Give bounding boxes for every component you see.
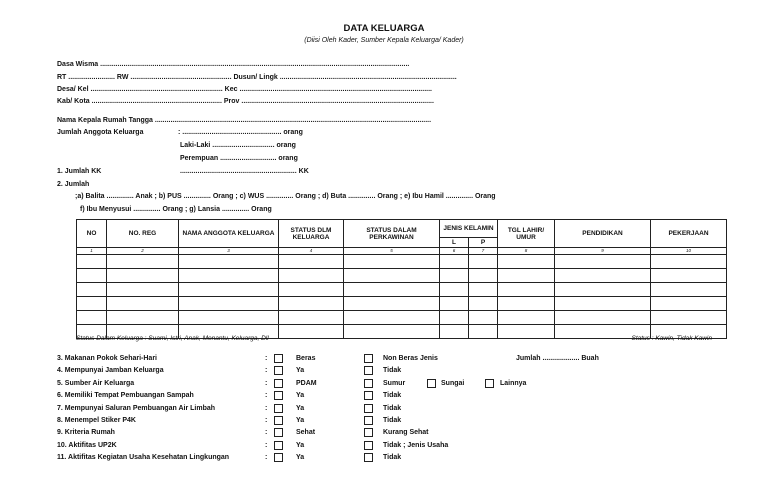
option-checkbox[interactable] (274, 441, 283, 450)
option-label: Ya (296, 392, 305, 399)
option-checkbox[interactable] (364, 366, 373, 375)
option-checkbox[interactable] (364, 354, 373, 363)
question-colon: : (265, 405, 268, 412)
table-row[interactable] (77, 283, 727, 297)
option-label: Beras (296, 355, 316, 362)
header-no-reg: NO. REG (107, 220, 179, 248)
question-colon: : (265, 417, 268, 424)
jumlah-kk-label: 1. Jumlah KK (57, 168, 102, 175)
column-number: 7 (469, 248, 498, 255)
jumlah-line-2: f) Ibu Menyusui .............. Orang ; g) Lansia .............. Orang (80, 206, 272, 213)
jumlah-field: Jumlah ................... Buah (516, 355, 599, 362)
column-number: 4 (279, 248, 344, 255)
option-label: Kurang Sehat (383, 429, 429, 436)
jumlah-kk-value: ............................................................ KK (180, 168, 309, 175)
header-p: P (469, 238, 498, 248)
nama-kepala-field: Nama Kepala Rumah Tangga .............................................................................................................................................. (57, 117, 432, 124)
header-tgl-lahir: TGL LAHIR/ UMUR (498, 220, 555, 248)
option-checkbox[interactable] (274, 404, 283, 413)
question-label: 11. Aktifitas Kegiatan Usaha Kesehatan Lingkungan (57, 454, 230, 461)
header-no: NO (77, 220, 107, 248)
option-label: Tidak (383, 405, 402, 412)
option-checkbox[interactable] (274, 379, 283, 388)
option-label: Ya (296, 367, 305, 374)
option-label: Tidak (383, 454, 402, 461)
header-l: L (440, 238, 469, 248)
option-checkbox[interactable] (274, 453, 283, 462)
option-checkbox[interactable] (364, 379, 373, 388)
option-checkbox[interactable] (274, 354, 283, 363)
question-colon: : (265, 392, 268, 399)
table-row[interactable] (77, 255, 727, 269)
question-colon: : (265, 454, 268, 461)
question-label: 4. Mempunyai Jamban Keluarga (57, 367, 164, 374)
column-number: 6 (440, 248, 469, 255)
family-members-table (76, 219, 727, 339)
option-label: Tidak (383, 417, 402, 424)
question-colon: : (265, 442, 268, 449)
option-checkbox[interactable] (274, 416, 283, 425)
question-colon: : (265, 355, 268, 362)
page-subtitle: (Diisi Oleh Kader, Sumber Kepala Keluarga/ Kader) (304, 37, 464, 44)
dasa-wisma-field: Dasa Wisma ............................................................................................................................................................... (57, 61, 410, 68)
option-checkbox[interactable] (364, 441, 373, 450)
question-label: 7. Mempunyai Saluran Pembuangan Air Limbah (57, 405, 216, 412)
question-label: 6. Memiliki Tempat Pembuangan Sampah (57, 392, 194, 399)
option-label: PDAM (296, 380, 317, 387)
option-label: Tidak (383, 392, 402, 399)
laki-laki-field: Laki-Laki ................................ orang (180, 142, 296, 149)
option-checkbox[interactable] (274, 428, 283, 437)
option-label: Non Beras Jenis (383, 355, 438, 362)
header-jenis-kelamin: JENIS KELAMIN (440, 220, 498, 238)
header-nama: NAMA ANGGOTA KELUARGA (179, 220, 279, 248)
option-checkbox[interactable] (485, 379, 494, 388)
column-number: 1 (77, 248, 107, 255)
option-label: Ya (296, 417, 305, 424)
jumlah-anggota-label: Jumlah Anggota Keluarga (57, 129, 144, 136)
option-label: Sumur (383, 380, 406, 387)
header-status-dlm: STATUS DLM KELUARGA (279, 220, 344, 248)
kab-prov-field: Kab/ Kota ................................................................... Prov ................................................................................................... (57, 98, 434, 105)
option-checkbox[interactable] (364, 416, 373, 425)
table-row[interactable] (77, 311, 727, 325)
option-label: Sungai (441, 380, 465, 387)
jumlah-anggota-value: : ................................................... orang (178, 129, 303, 136)
table-note-left: Status Dalam Keluarga : Suami, Istri, Anak, Menantu, Keluarga, Dll (76, 335, 269, 342)
option-checkbox[interactable] (364, 391, 373, 400)
column-number-row (77, 248, 727, 255)
header-status-kawin: STATUS DALAM PERKAWINAN (344, 220, 440, 248)
column-number: 10 (651, 248, 727, 255)
header-pekerjaan: PEKERJAAN (651, 220, 727, 248)
option-label: Ya (296, 454, 305, 461)
desa-kec-field: Desa/ Kel .................................................................... Kec ................................................................................................... (57, 86, 432, 93)
option-checkbox[interactable] (364, 453, 373, 462)
question-label: 9. Kriteria Rumah (57, 429, 115, 436)
column-number: 5 (344, 248, 440, 255)
option-checkbox[interactable] (427, 379, 436, 388)
option-label: Sehat (296, 429, 316, 436)
table-note-right: Status : Kawin, Tidak Kawin (631, 335, 712, 342)
table-row[interactable] (77, 269, 727, 283)
question-label: 3. Makanan Pokok Sehari-Hari (57, 355, 157, 362)
column-number: 2 (107, 248, 179, 255)
option-label: Ya (296, 442, 305, 449)
option-label: Lainnya (500, 380, 527, 387)
option-checkbox[interactable] (274, 366, 283, 375)
question-colon: : (265, 380, 268, 387)
page-title: DATA KELUARGA (343, 23, 425, 34)
option-checkbox[interactable] (364, 404, 373, 413)
question-label: 8. Menempel Stiker P4K (57, 417, 136, 424)
option-checkbox[interactable] (274, 391, 283, 400)
question-label: 10. Aktifitas UP2K (57, 442, 117, 449)
table-row[interactable] (77, 297, 727, 311)
column-number: 9 (555, 248, 651, 255)
jumlah-line-1: ;a) Balita .............. Anak ; b) PUS .............. Orang ; c) WUS .............. Orang ; d) Buta .............. Orang ; e) Ibu Hamil .............. Orang (75, 193, 496, 200)
column-number: 3 (179, 248, 279, 255)
option-label: Ya (296, 405, 305, 412)
header-pendidikan: PENDIDIKAN (555, 220, 651, 248)
question-label: 5. Sumber Air Keluarga (57, 380, 135, 387)
rt-rw-field: RT ........................ RW .................................................... Dusun/ Lingk ........................................................................................... (57, 74, 457, 81)
jumlah-label: 2. Jumlah (57, 181, 90, 188)
option-label: Tidak (383, 367, 402, 374)
column-number: 8 (498, 248, 555, 255)
question-colon: : (265, 429, 268, 436)
option-label: Tidak ; Jenis Usaha (383, 442, 449, 449)
question-colon: : (265, 367, 268, 374)
option-checkbox[interactable] (364, 428, 373, 437)
perempuan-field: Perempuan ............................. orang (180, 155, 298, 162)
